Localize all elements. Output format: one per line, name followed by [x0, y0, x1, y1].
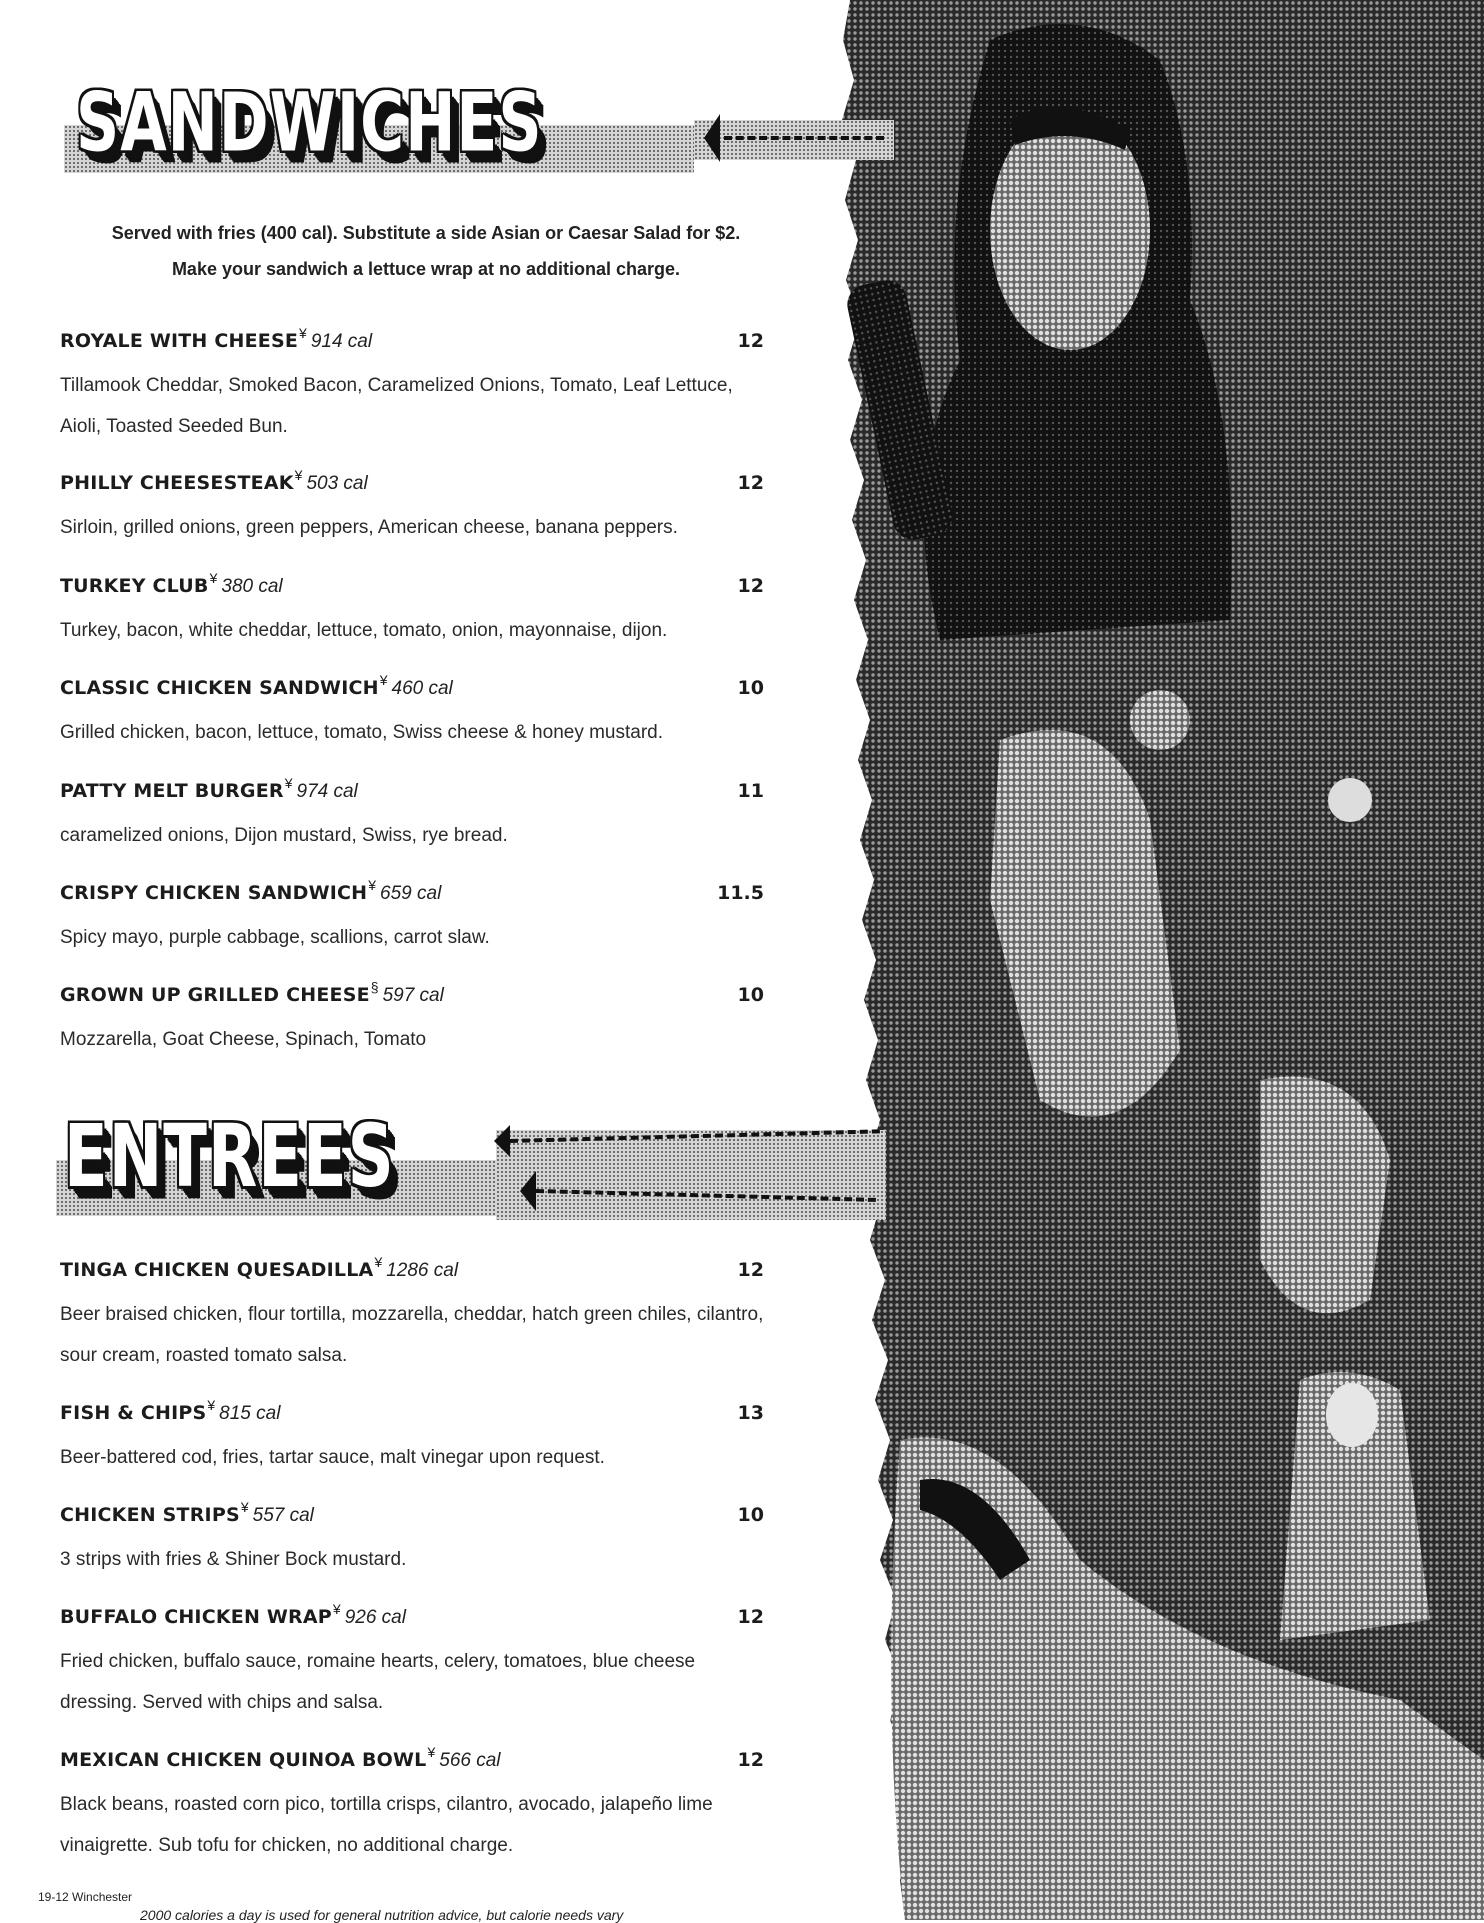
- item-price: 11: [737, 780, 764, 802]
- item-mark: ¥: [379, 672, 388, 688]
- item-price: 12: [737, 1606, 764, 1628]
- item-description: Black beans, roasted corn pico, tortilla crisps, cilantro, avocado, jalapeño lime vinaigrette. Sub tofu for chicken, no additional charge.: [60, 1794, 713, 1856]
- item-mark: ¥: [427, 1744, 436, 1760]
- item-name: TURKEY CLUB: [60, 575, 209, 597]
- menu-item: [60, 877, 764, 958]
- menu-item: [60, 570, 764, 651]
- item-name: BUFFALO CHICKEN WRAP: [60, 1606, 332, 1628]
- item-name: CHICKEN STRIPS: [60, 1504, 240, 1526]
- sandwiches-header: [64, 76, 894, 190]
- item-mark: ¥: [299, 325, 307, 341]
- menu-version-code: 19-12 Winchester: [38, 1890, 133, 1904]
- item-name: CLASSIC CHICKEN SANDWICH: [60, 677, 379, 699]
- menu-item: [60, 1499, 764, 1580]
- menu-item: [60, 672, 764, 753]
- item-calories: 557 cal: [252, 1505, 314, 1526]
- item-name: MEXICAN CHICKEN QUINOA BOWL: [60, 1749, 427, 1771]
- item-description: 3 strips with fries & Shiner Bock mustard.: [60, 1549, 407, 1570]
- item-mark: ¥: [368, 877, 377, 893]
- section-title-sandwiches: SANDWICHES: [76, 76, 543, 171]
- item-mark: ¥: [332, 1601, 341, 1617]
- item-mark: ¥: [207, 1397, 216, 1413]
- header-halftone-band: [694, 120, 894, 160]
- item-name: TINGA CHICKEN QUESADILLA: [60, 1259, 374, 1281]
- arrow-line: [724, 136, 884, 140]
- item-price: 12: [737, 1259, 764, 1281]
- item-calories: 460 cal: [391, 678, 453, 699]
- item-name: PHILLY CHEESESTEAK: [60, 472, 294, 494]
- menu-item: [60, 467, 764, 548]
- item-price: 12: [737, 575, 764, 597]
- item-name: GROWN UP GRILLED CHEESE: [60, 984, 370, 1006]
- item-mark: ¥: [209, 570, 218, 586]
- item-description: caramelized onions, Dijon mustard, Swiss, rye bread.: [60, 825, 508, 846]
- item-price: 10: [737, 984, 764, 1006]
- item-price: 10: [737, 1504, 764, 1526]
- intro-line: Make your sandwich a lettuce wrap at no additional charge.: [171, 259, 681, 279]
- item-description: Mozzarella, Goat Cheese, Spinach, Tomato: [60, 1029, 427, 1050]
- item-calories: 914 cal: [310, 331, 373, 352]
- item-name: PATTY MELT BURGER: [60, 780, 284, 802]
- item-calories: 380 cal: [221, 576, 283, 597]
- menu-item: [60, 1744, 764, 1866]
- item-calories: 926 cal: [344, 1607, 406, 1628]
- item-mark: ¥: [294, 467, 303, 483]
- item-calories: 974 cal: [296, 781, 358, 802]
- arrow-left-icon: [520, 1171, 536, 1211]
- item-description: Turkey, bacon, white cheddar, lettuce, tomato, onion, mayonnaise, dijon.: [60, 620, 668, 641]
- item-mark: §: [370, 979, 379, 995]
- item-name: ROYALE WITH CHEESE: [60, 330, 299, 352]
- item-description: Spicy mayo, purple cabbage, scallions, carrot slaw.: [60, 927, 490, 948]
- item-price: 11.5: [717, 882, 764, 904]
- item-description: Beer braised chicken, flour tortilla, mozzarella, cheddar, hatch green chiles, cilantro, sour cream, roasted tomato salsa.: [60, 1304, 764, 1366]
- arrow-left-icon: [494, 1125, 510, 1157]
- item-name: CRISPY CHICKEN SANDWICH: [60, 882, 368, 904]
- item-calories: 503 cal: [306, 473, 368, 494]
- item-name: FISH & CHIPS: [60, 1402, 207, 1424]
- menu-item: [60, 325, 764, 447]
- header-halftone-band: [496, 1130, 886, 1220]
- intro-line: Served with fries (400 cal). Substitute a side Asian or Caesar Salad for $2.: [111, 223, 741, 243]
- item-price: 10: [737, 677, 764, 699]
- item-mark: ¥: [240, 1499, 249, 1515]
- item-price: 12: [737, 1749, 764, 1771]
- arrow-left-icon: [704, 114, 720, 162]
- item-description: Fried chicken, buffalo sauce, romaine hearts, celery, tomatoes, blue cheese dressing. Served with chips and salsa.: [60, 1651, 696, 1713]
- item-price: 12: [737, 330, 764, 352]
- item-calories: 659 cal: [380, 883, 442, 904]
- entrees-header: [56, 1107, 886, 1225]
- sandwiches-intro: [56, 215, 796, 287]
- menu-item: [60, 775, 764, 856]
- item-price: 12: [737, 472, 764, 494]
- item-mark: ¥: [284, 775, 293, 791]
- item-price: 13: [737, 1402, 764, 1424]
- item-calories: 815 cal: [219, 1403, 281, 1424]
- item-calories: 566 cal: [439, 1750, 501, 1771]
- item-description: Tillamook Cheddar, Smoked Bacon, Caramelized Onions, Tomato, Leaf Lettuce, Aioli, Toasted Seeded Bun.: [60, 375, 733, 437]
- item-calories: 597 cal: [382, 985, 444, 1006]
- section-title-entrees: ENTREES: [64, 1107, 395, 1208]
- item-mark: ¥: [374, 1254, 383, 1270]
- menu-item: [60, 1397, 764, 1478]
- item-description: Beer-battered cod, fries, tartar sauce, malt vinegar upon request.: [60, 1447, 605, 1468]
- calorie-disclaimer: 2000 calories a day is used for general nutrition advice, but calorie needs vary: [140, 1907, 624, 1923]
- item-description: Sirloin, grilled onions, green peppers, American cheese, banana peppers.: [60, 517, 678, 538]
- item-calories: 1286 cal: [386, 1260, 459, 1281]
- menu-item: [60, 1601, 764, 1723]
- item-description: Grilled chicken, bacon, lettuce, tomato, Swiss cheese & honey mustard.: [60, 722, 664, 743]
- menu-item: [60, 1254, 764, 1376]
- menu-item: [60, 979, 764, 1060]
